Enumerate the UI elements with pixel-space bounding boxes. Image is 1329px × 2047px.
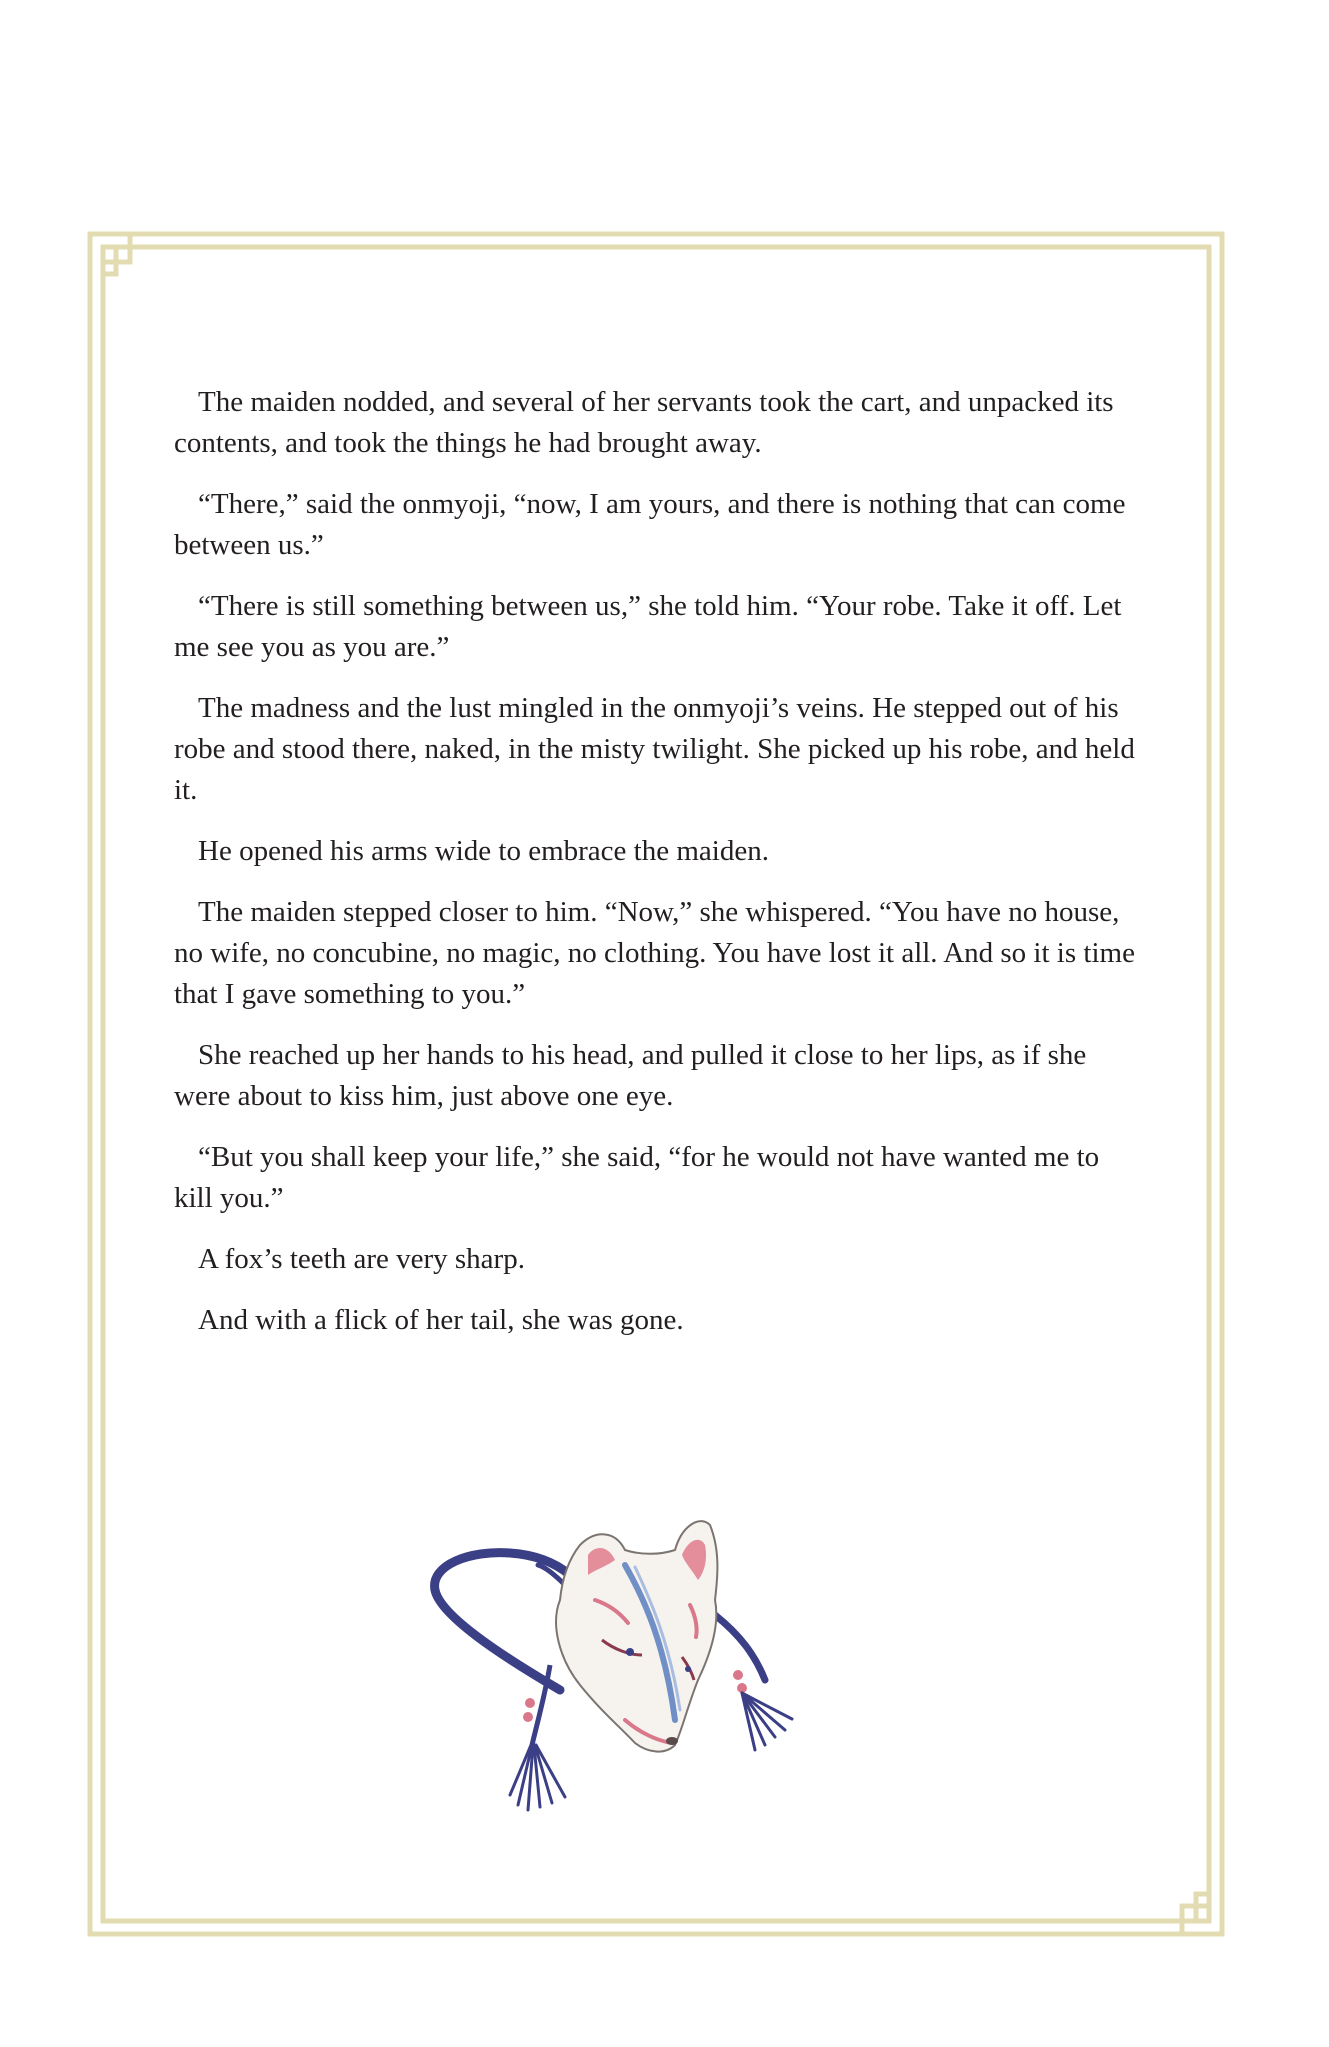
paragraph-8: “But you shall keep your life,” she said, “for he would not have wanted me to kill you.” xyxy=(174,1141,1100,1214)
story-text xyxy=(174,382,1144,1361)
paragraph-4: The madness and the lust mingled in the onmyoji’s veins. He stepped out of his robe and stood there, naked, in the misty twilight. She picked up his robe, and held it. xyxy=(174,692,1135,806)
paragraph-9: A fox’s teeth are very sharp. xyxy=(198,1243,525,1275)
paragraph-10: And with a flick of her tail, she was gone. xyxy=(198,1304,684,1336)
paragraph-3: “There is still something between us,” she told him. “Your robe. Take it off. Let me see you as you are.” xyxy=(174,590,1122,663)
paragraph-5: He opened his arms wide to embrace the maiden. xyxy=(198,835,769,867)
fox-mask-icon xyxy=(420,1505,820,1845)
paragraph-7: She reached up her hands to his head, and pulled it close to her lips, as if she were about to kiss him, just above one eye. xyxy=(174,1039,1087,1112)
paragraph-2: “There,” said the onmyoji, “now, I am yours, and there is nothing that can come between us.” xyxy=(174,488,1126,561)
paragraph-6: The maiden stepped closer to him. “Now,” she whispered. “You have no house, no wife, no concubine, no magic, no clothing. You have lost it all. And so it is time that I gave something to you.” xyxy=(174,896,1135,1010)
paragraph-1: The maiden nodded, and several of her servants took the cart, and unpacked its contents, and took the things he had brought away. xyxy=(174,386,1114,459)
